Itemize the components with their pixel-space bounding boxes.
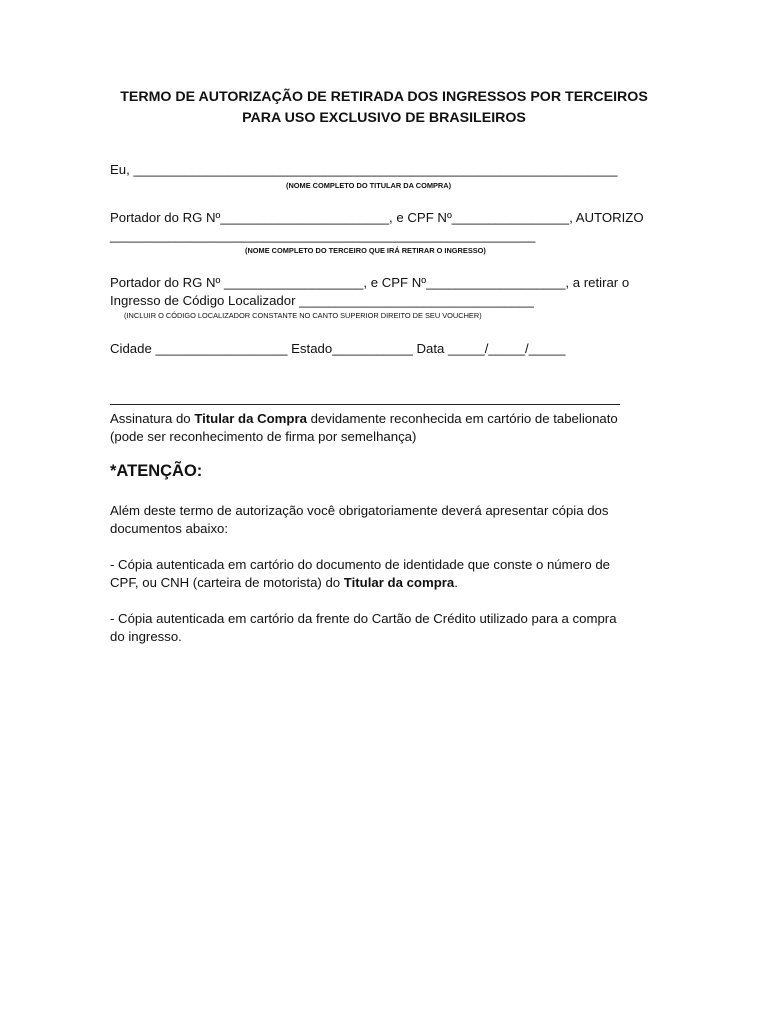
signature-line	[110, 404, 620, 405]
eu-name-caption: (NOME COMPLETO DO TITULAR DA COMPRA)	[286, 181, 452, 190]
attention-item-1-line-1: - Cópia autenticada em cartório do documento de identidade que conste o número de	[110, 557, 610, 572]
attention-item-2	[110, 610, 658, 646]
attention-item-1-bold: Titular da compra	[343, 575, 455, 590]
document-title	[0, 87, 768, 129]
cidade-estado-data-line: Cidade __________________ Estado___________ Data _____/_____/_____	[110, 341, 566, 356]
attention-intro	[110, 502, 658, 538]
title-line-2: PARA USO EXCLUSIVO DE BRASILEIROS	[242, 110, 526, 126]
terceiro-name-line: __________________________________________________________	[110, 228, 536, 243]
signature-prefix: Assinatura do	[110, 411, 195, 426]
signature-bold: Titular da Compra	[194, 411, 307, 426]
rg-cpf-line-2: Portador do RG Nº ___________________, e CPF Nº___________________, a retirar o	[110, 275, 630, 290]
attention-intro-line-1: Além deste termo de autorização você obrigatoriamente deverá apresentar cópia dos	[110, 503, 609, 518]
attention-item-1	[110, 556, 658, 592]
attention-item-2-line-1: - Cópia autenticada em cartório da frente do Cartão de Crédito utilizado para a compra	[110, 611, 617, 626]
attention-intro-line-2: documentos abaixo:	[110, 521, 229, 536]
localizador-line: Ingresso de Código Localizador ________________________________	[110, 293, 534, 308]
signature-line-2: (pode ser reconhecimento de firma por semelhança)	[110, 429, 417, 444]
title-line-1: TERMO DE AUTORIZAÇÃO DE RETIRADA DOS INGRESSOS POR TERCEIROS	[120, 89, 648, 105]
signature-caption	[110, 410, 658, 446]
rg-cpf-line-1: Portador do RG Nº_______________________, e CPF Nº________________, AUTORIZO	[110, 210, 644, 225]
attention-heading: *ATENÇÃO:	[110, 462, 203, 480]
localizador-caption: (INCLUIR O CÓDIGO LOCALIZADOR CONSTANTE NO CANTO SUPERIOR DIREITO DE SEU VOUCHER)	[124, 311, 482, 320]
attention-item-1-prefix: CPF, ou CNH (carteira de motorista) do	[110, 575, 344, 590]
terceiro-name-caption: (NOME COMPLETO DO TERCEIRO QUE IRÁ RETIRAR O INGRESSO)	[245, 246, 486, 255]
eu-name-line: Eu, __________________________________________________________________	[110, 162, 618, 177]
signature-suffix: devidamente reconhecida em cartório de tabelionato	[306, 411, 618, 426]
attention-item-1-suffix: .	[454, 575, 458, 590]
attention-item-2-line-2: do ingresso.	[110, 629, 182, 644]
